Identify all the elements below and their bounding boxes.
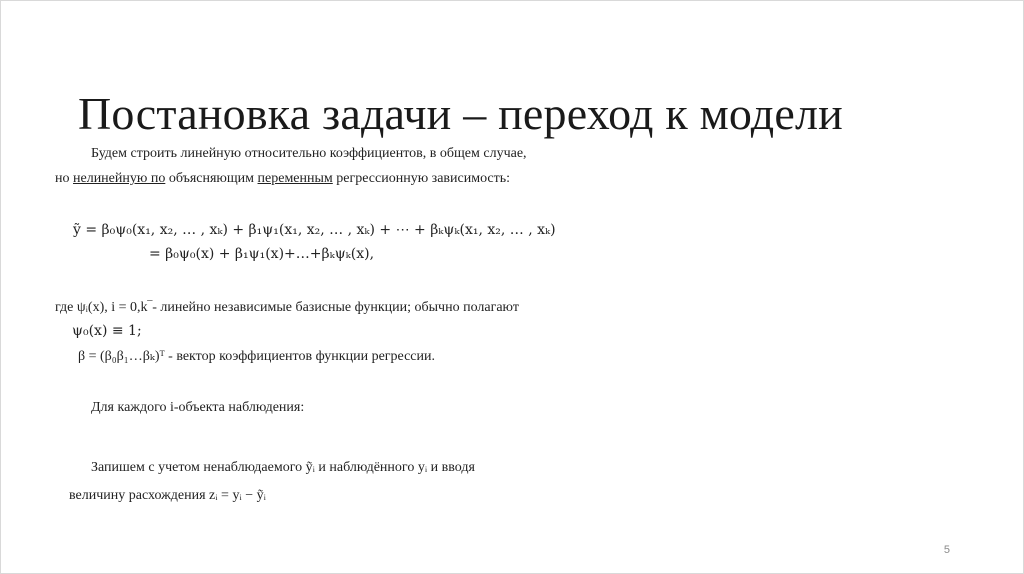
paragraph-1-prefix: но	[55, 171, 73, 186]
basis-functions-text: где ψᵢ(x), i = 0,k‾- линейно независимые базисные функции; обычно полагают	[55, 300, 519, 315]
slide-title: Постановка задачи – переход к модели	[78, 87, 843, 139]
nonlinear-by-text: нелинейную по	[73, 171, 166, 186]
paragraph-1-line-1: Будем строить линейную относительно коэффициентов, в общем случае,	[91, 146, 527, 161]
variables-text: переменным	[257, 171, 333, 186]
page-number: 5	[943, 544, 950, 556]
regression-formula-line-1: ỹ = β₀ψ₀(x₁, x₂, … , xₖ) + β₁ψ₁(x₁, x₂, … , xₖ) + ⋯ + βₖψₖ(x₁, x₂, … , xₖ)	[73, 222, 556, 238]
observation-text: Запишем с учетом ненаблюдаемого ỹᵢ и наблюдённого yᵢ и вводя	[91, 460, 475, 475]
paragraph-1-suffix: регрессионную зависимость:	[332, 171, 511, 186]
coefficient-vector-text: β = (β₀β₁…βₖ)ᵀ - вектор коэффициентов функции регрессии.	[78, 349, 436, 364]
regression-formula-line-2: = β₀ψ₀(x) + β₁ψ₁(x)+…+βₖψₖ(x),	[149, 246, 375, 262]
paragraph-1-line-2	[55, 170, 510, 188]
paragraph-1-middle: объясняющим	[165, 171, 258, 186]
each-object-text: Для каждого i-объекта наблюдения:	[91, 400, 305, 415]
discrepancy-text: величину расхождения zᵢ = yᵢ − ỹᵢ	[69, 488, 266, 503]
psi-zero-definition: ψ₀(x) ≡ 1;	[72, 323, 142, 339]
